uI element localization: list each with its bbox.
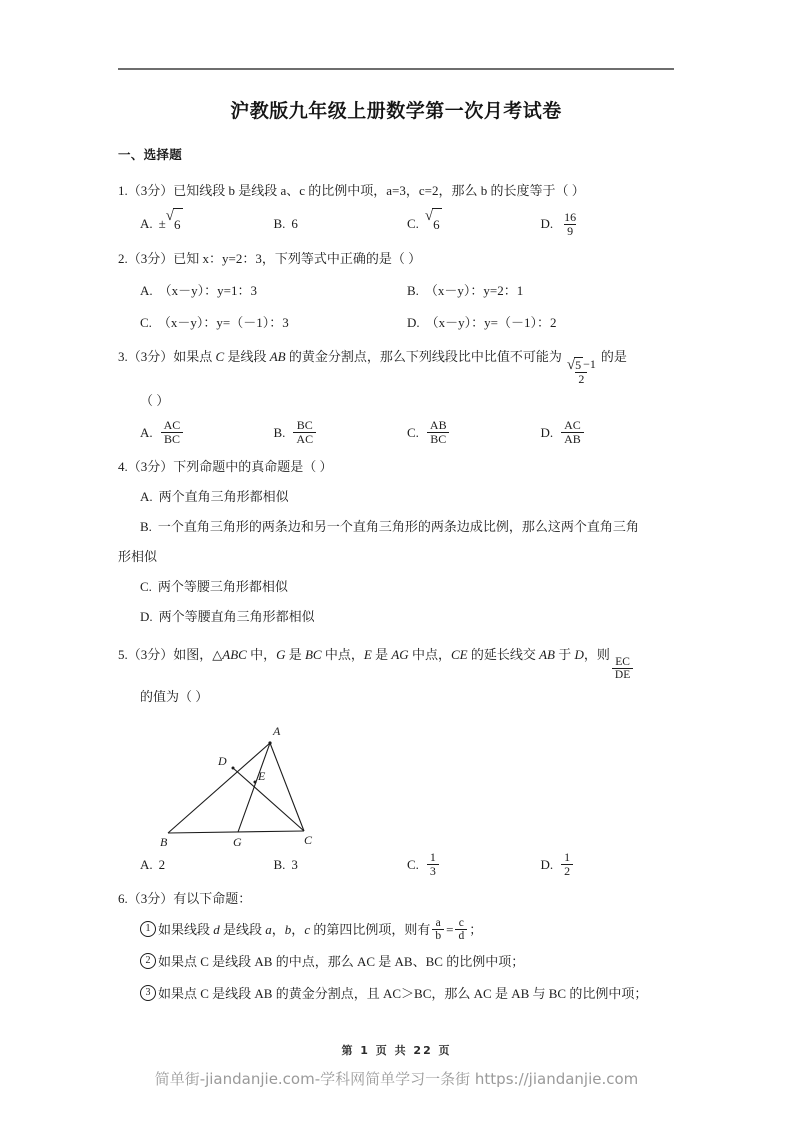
denominator: 2 [561,864,573,878]
question-5-stem-line2: 的值为（ ） [140,688,209,704]
watermark-footer: 简单街-jiandanjie.com-学科网简单学习一条街 https://jiandanjie.com [154,1070,639,1088]
question-4-option-b[interactable] [118,512,674,542]
denominator: DE [612,668,633,681]
option-value: 两个等腰三角形都相似 [157,578,288,594]
question-3-stem-tail: 的是 [600,349,627,364]
figure-label-D: D [218,753,227,768]
option-label: C. [407,216,419,231]
question-5-stem [118,640,674,682]
sqrt-icon: √ 6 [166,208,183,240]
question-6-item-3 [118,978,674,1010]
numerator [564,357,599,372]
fraction [427,851,439,878]
question-1-option-b[interactable] [274,208,408,240]
question-2 [118,244,674,338]
header-rule [118,68,674,70]
fraction [293,419,316,446]
denominator: d [455,929,467,942]
circled-number-icon: 3 [140,985,156,1001]
question-5-stem-text: 5.（3分）如图，△ABC 中，G 是 BC 中点，E 是 AG 中点，CE 的延长线交 AB 于 D，则 [118,646,610,662]
option-label: B. [273,424,286,440]
option-label: A. [140,424,153,440]
question-5-option-d[interactable] [541,850,675,880]
option-value: 两个等腰直角三角形都相似 [158,608,315,624]
question-3 [118,342,674,448]
numerator: a [435,916,441,929]
fraction-left [432,917,444,943]
figure-label-A: A [273,723,281,738]
item-tail: ； [469,921,483,937]
numerator: 1 [564,850,571,865]
option-value: 6 [291,216,298,231]
fraction [561,211,579,238]
numerator: c [458,916,464,929]
question-5-option-a[interactable] [140,850,274,880]
fraction [561,851,573,878]
question-2-options-row2 [118,308,674,338]
option-label: C. [140,578,152,594]
radicand: 5 [575,357,582,372]
question-2-stem: 2.（3分）已知 x：y=2：3，下列等式中正确的是（ ） [118,251,422,266]
option-label: D. [540,216,554,231]
option-label: D. [540,424,554,440]
option-label: C. [407,424,419,440]
option-value: （x－y）：y=（－1）：3 [157,315,289,330]
denominator: AC [293,432,316,446]
option-value: （x－y）：y=2：1 [424,283,524,298]
option-label: D. [540,856,554,872]
question-5 [118,640,674,880]
option-value: 两个直角三角形都相似 [158,488,289,504]
question-1-option-c[interactable] [407,208,541,240]
option-value: （x－y）：y=（－1）：2 [425,315,557,330]
denominator: 3 [427,864,439,878]
option-label: A. [140,856,153,872]
numerator: BC [296,418,313,433]
numerator-tail: −1 [583,356,596,371]
denominator: b [432,929,444,942]
question-1-stem-text: 1.（3分）已知线段 b 是线段 a、c 的比例中项，a=3，c=2，那么 b 的长度等于（ ） [118,183,585,198]
question-5-options [118,850,674,880]
numerator: 1 [429,850,436,865]
fraction [427,419,450,446]
page-number: 第 1 页 共 22 页 [341,1044,452,1057]
question-3-stem [118,342,674,386]
question-3-option-d[interactable] [541,418,675,448]
item-text: 如果点 C 是线段 AB 的中点，那么 AC 是 AB、BC 的比例中项； [158,953,525,969]
sqrt-icon: √ 6 [425,208,442,240]
denominator: BC [427,432,449,446]
option-label: B. [407,283,419,298]
circled-number-icon: 1 [140,921,156,937]
question-3-stem-text: 3.（3分）如果点 C 是线段 AB 的黄金分割点，那么下列线段比中比值不可能为 [118,349,562,364]
option-value-pm: ± [158,216,166,231]
page-content [118,96,674,1014]
fraction [561,419,584,446]
question-4-stem: 4.（3分）下列命题中的真命题是（ ） [118,458,333,474]
numerator: AB [429,418,447,433]
question-3-option-a[interactable] [140,418,274,448]
option-label: A. [140,216,153,231]
option-label: D. [140,608,153,624]
question-3-option-b[interactable] [274,418,408,448]
golden-ratio-fraction [564,357,599,386]
question-5-option-c[interactable] [407,850,541,880]
question-3-stem-line2: （ ） [140,392,170,408]
fraction-right [455,917,467,943]
option-label: A. [140,283,153,298]
fraction [161,419,184,446]
question-6-item-2 [118,946,674,978]
triangle-figure [118,718,674,848]
option-label: A. [140,488,153,504]
numerator: EC [615,655,630,668]
numerator: 16 [564,209,577,224]
question-2-option-d[interactable] [407,308,674,338]
option-value: 2 [158,856,166,872]
circled-number-icon: 2 [140,953,156,969]
page-title: 沪教版九年级上册数学第一次月考试卷 [230,100,562,122]
question-2-option-b[interactable] [407,276,674,306]
item-text: 如果线段 d 是线段 a，b，c 的第四比例项，则有 [158,921,431,937]
ratio-fraction [612,656,633,682]
question-4-option-b-continued: 形相似 [118,548,158,564]
section-heading-choice: 一、选择题 [118,147,183,162]
option-label: C. [140,315,152,330]
sqrt-icon: √ 5 [566,356,582,373]
question-1-stem [118,176,674,206]
denominator: AB [561,432,584,446]
question-6-item-1 [118,914,674,946]
question-1-options [118,208,674,240]
option-value: 一个直角三角形的两条边和另一个直角三角形的两条边成比例，那么这两个直角三角 [157,518,639,534]
radicand: 6 [173,208,183,240]
question-2-option-a[interactable] [140,276,407,306]
question-4 [118,452,674,632]
question-3-option-c[interactable] [407,418,541,448]
question-5-option-b[interactable] [274,850,408,880]
denominator: 9 [564,224,576,238]
numerator: AC [163,418,181,433]
question-4-option-a[interactable] [118,482,674,512]
option-label: D. [407,315,420,330]
radicand: 6 [432,208,442,240]
figure-label-G: G [233,834,242,848]
question-1-option-a[interactable] [140,208,274,240]
question-1 [118,176,674,240]
denominator: BC [161,432,183,446]
option-label: C. [407,856,419,872]
option-label: B. [273,856,286,872]
figure-label-B: B [160,834,168,848]
question-1-option-d[interactable] [541,208,675,240]
question-4-option-c[interactable] [118,572,674,602]
option-label: B. [140,518,152,534]
question-2-option-c[interactable] [140,308,407,338]
option-value: （x－y）：y=1：3 [158,283,257,298]
denominator: 2 [575,372,587,386]
question-2-options-row1 [118,276,674,306]
question-4-option-d[interactable] [118,602,674,632]
figure-label-C: C [304,832,313,847]
question-6 [118,884,674,1010]
numerator: AC [564,418,581,433]
figure-label-E: E [258,768,266,783]
question-3-options [118,418,674,448]
option-value: 3 [291,856,298,872]
equals-sign: = [446,921,454,937]
option-label: B. [273,216,286,231]
question-6-stem: 6.（3分）有以下命题： [118,890,252,906]
item-text: 如果点 C 是线段 AB 的黄金分割点，且 AC＞BC，那么 AC 是 AB 与 BC 的比例中项； [158,985,648,1001]
